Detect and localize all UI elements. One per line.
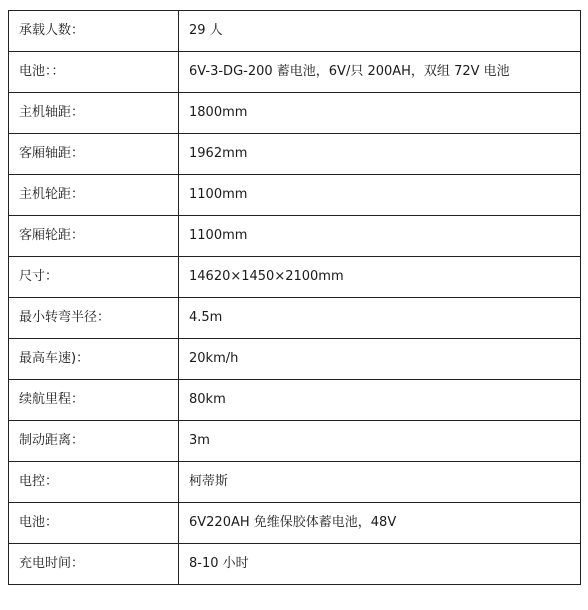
spec-label: 制动距离： (9, 421, 179, 462)
spec-row-max-speed (9, 339, 581, 380)
spec-label: 承载人数： (9, 11, 179, 52)
spec-row-tractor-track (9, 175, 581, 216)
spec-label: 电池： (9, 503, 179, 544)
spec-label: 客厢轮距： (9, 216, 179, 257)
spec-label: 充电时间： (9, 544, 179, 585)
spec-value: 1962mm (179, 134, 581, 175)
spec-row-tractor-wheelbase (9, 93, 581, 134)
spec-row-controller (9, 462, 581, 503)
spec-row-range (9, 380, 581, 421)
spec-label: 主机轮距： (9, 175, 179, 216)
spec-row-dimensions (9, 257, 581, 298)
spec-value: 80km (179, 380, 581, 421)
spec-row-battery-main (9, 52, 581, 93)
spec-value: 8-10 小时 (179, 544, 581, 585)
spec-label: 最高车速)： (9, 339, 179, 380)
spec-value: 4.5m (179, 298, 581, 339)
spec-value: 1100mm (179, 175, 581, 216)
spec-label: 最小转弯半径： (9, 298, 179, 339)
spec-value: 1800mm (179, 93, 581, 134)
spec-row-passenger-capacity (9, 11, 581, 52)
spec-value: 20km/h (179, 339, 581, 380)
spec-label: 主机轴距： (9, 93, 179, 134)
spec-label: 客厢轴距： (9, 134, 179, 175)
spec-value: 6V-3-DG-200 蓄电池，6V/只 200AH，双组 72V 电池 (179, 52, 581, 93)
spec-row-charging-time (9, 544, 581, 585)
spec-label: 尺寸： (9, 257, 179, 298)
spec-row-carriage-wheelbase (9, 134, 581, 175)
spec-value: 14620×1450×2100mm (179, 257, 581, 298)
spec-table-body (9, 11, 581, 585)
spec-value: 3m (179, 421, 581, 462)
spec-row-battery-gel (9, 503, 581, 544)
spec-row-turning-radius (9, 298, 581, 339)
spec-row-braking-distance (9, 421, 581, 462)
spec-label: 电控： (9, 462, 179, 503)
spec-label: 续航里程： (9, 380, 179, 421)
spec-value: 6V220AH 免维保胶体蓄电池，48V (179, 503, 581, 544)
spec-table (8, 10, 581, 585)
spec-value: 柯蒂斯 (179, 462, 581, 503)
spec-value: 1100mm (179, 216, 581, 257)
spec-label: 电池：： (9, 52, 179, 93)
spec-value: 29 人 (179, 11, 581, 52)
spec-row-carriage-track (9, 216, 581, 257)
